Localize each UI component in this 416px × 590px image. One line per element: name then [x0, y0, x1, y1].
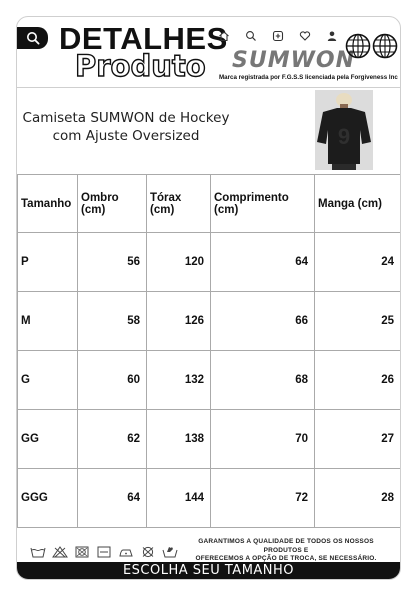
page-title: DETALHES	[59, 21, 228, 56]
table-cell: 70	[211, 410, 315, 469]
svg-text:9: 9	[337, 124, 351, 149]
size-label: G	[18, 351, 78, 410]
brand-tagline: Marca registrada por F.G.S.S licenciada pela Forgiveness Inc	[219, 74, 398, 81]
table-cell: 60	[78, 351, 147, 410]
size-chart-card	[16, 16, 401, 580]
table-cell: 66	[211, 292, 315, 351]
globe-icons	[345, 33, 398, 59]
table-cell: 25	[315, 292, 401, 351]
header-divider	[17, 87, 400, 88]
dry-flat-icon	[95, 545, 113, 559]
guarantee-line1: GARANTIMOS A QUALIDADE DE TODOS OS NOSSOS PRODUTOS E	[198, 538, 374, 554]
table-cell: 68	[211, 351, 315, 410]
table-cell: 28	[315, 469, 401, 528]
table-row	[18, 410, 401, 469]
table-cell: 24	[315, 233, 401, 292]
guarantee-text	[191, 538, 381, 564]
column-header: Comprimento (cm)	[211, 175, 315, 233]
table-cell: 120	[147, 233, 211, 292]
table-cell: 64	[211, 233, 315, 292]
guarantee-line2: OFERECEMOS A OPÇÃO DE TROCA, SE NECESSÁRIO.	[195, 555, 377, 562]
page-subtitle: Produto	[75, 49, 206, 83]
table-cell: 132	[147, 351, 211, 410]
column-header: Tamanho	[18, 175, 78, 233]
no-bleach-icon	[51, 545, 69, 559]
top-nav	[217, 29, 339, 43]
globe-icon	[372, 33, 398, 59]
home-icon[interactable]	[217, 29, 231, 43]
table-row	[18, 292, 401, 351]
search-icon[interactable]	[244, 29, 258, 43]
table-header-row	[18, 175, 401, 233]
brand-logo: SUMWON	[232, 48, 355, 73]
table-cell: 62	[78, 410, 147, 469]
choose-size-banner[interactable]: ESCOLHA SEU TAMANHO	[17, 562, 400, 579]
wash-icon	[29, 545, 47, 559]
care-icons	[29, 545, 179, 559]
size-label: GG	[18, 410, 78, 469]
table-row	[18, 233, 401, 292]
table-cell: 27	[315, 410, 401, 469]
globe-icon	[345, 33, 371, 59]
table-cell: 56	[78, 233, 147, 292]
table-cell: 138	[147, 410, 211, 469]
product-image[interactable]	[315, 90, 373, 170]
column-header: Tórax (cm)	[147, 175, 211, 233]
hand-wash-icon	[161, 545, 179, 559]
column-header: Ombro (cm)	[78, 175, 147, 233]
product-name	[17, 109, 235, 145]
table-cell: 126	[147, 292, 211, 351]
iron-icon	[117, 545, 135, 559]
search-icon	[26, 31, 40, 45]
table-row	[18, 469, 401, 528]
table-cell: 58	[78, 292, 147, 351]
tumble-dry-icon	[73, 545, 91, 559]
search-button[interactable]	[17, 27, 48, 49]
product-name-line1: Camiseta SUMWON de Hockey	[22, 110, 230, 126]
user-icon[interactable]	[325, 29, 339, 43]
column-header: Manga (cm)	[315, 175, 401, 233]
size-table	[17, 174, 401, 528]
size-label: GGG	[18, 469, 78, 528]
size-label: P	[18, 233, 78, 292]
product-name-line2: com Ajuste Oversized	[52, 128, 200, 144]
table-cell: 64	[78, 469, 147, 528]
size-label: M	[18, 292, 78, 351]
add-icon[interactable]	[271, 29, 285, 43]
table-cell: 26	[315, 351, 401, 410]
table-cell: 144	[147, 469, 211, 528]
table-row	[18, 351, 401, 410]
table-cell: 72	[211, 469, 315, 528]
heart-icon[interactable]	[298, 29, 312, 43]
no-dry-clean-icon	[139, 545, 157, 559]
